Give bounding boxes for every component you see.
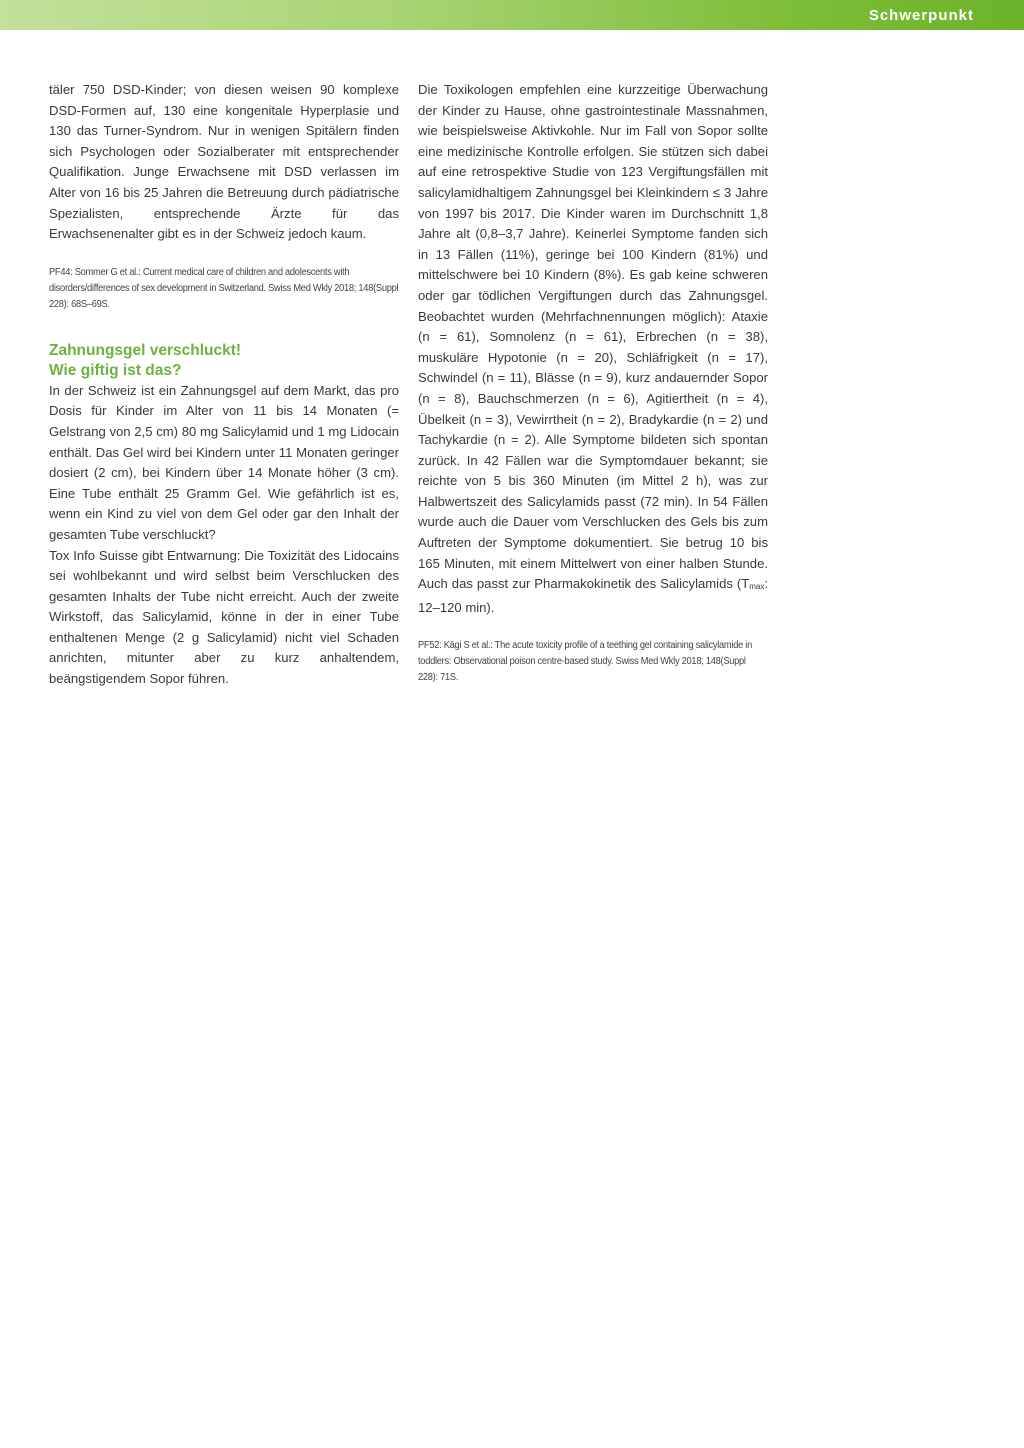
right-column (418, 80, 768, 686)
heading-line: Zahnungsgel verschluckt! (49, 341, 242, 359)
left-column (49, 80, 399, 690)
header-bar (0, 0, 1024, 30)
reference-note: PF52: Kägi S et al.: The acute toxicity profile of a teething gel containing salicylamide in toddlers: Observational poison centre-based study. Swiss Med Wkly 2018; 148(Suppl 228): 71S. (418, 640, 752, 684)
paragraph-text: Die Toxikologen empfehlen eine kurzzeitige Überwachung der Kinder zu Hause, ohne gastrointestinale Massnahmen, wie beispielsweise Aktivkohle. Nur im Fall von Sopor sollte eine medizinische Kontrolle erfolgen. Sie stützen sich dabei auf eine retrospektive Studie von 123 Vergiftungsfällen mit salicylamidhaltigem Zahnungsgel bei Kleinkindern ≤ 3 Jahre von 1997 bis 2017. Die Kinder waren im Durchschnitt 1,8 Jahre alt (0,8–3,7 Jahre). Keinerlei Symptome fanden sich in 13 Fällen (11%), geringe bei 100 Kindern (81%) und mittelschwere bei 10 Kindern (8%). Es gab keine schweren oder gar tödlichen Vergiftungen durch das Zahnungsgel. Beobachtet wurden (Mehrfachnennungen möglich): Ataxie (n = 61), Somnolenz (n = 61), Erbrechen (n = 38), muskuläre Hypotonie (n = 20), Schläfrigkeit (n = 17), Schwindel (n = 11), Blässe (n = 9), kurz andauernder Sopor (n = 8), Bauchschmerzen (n = 6), Agitiertheit (n = 4), Übelkeit (n = 3), Vewirrtheit (n = 2), Bradykardie (n = 2) und Tachykardie (n = 2). Alle Symptome bildeten sich spontan zurück. In 42 Fällen war die Symptomdauer bekannt; sie reichte von 5 bis 360 Minuten (im Mittel 2 h), was zur Halbwertszeit des Salicylamids passt (72 min). In 54 Fällen wurde auch die Dauer vom Verschlucken des Gels bis zum Auftreten der Symptome dokumentiert. Sie betrug 10 bis 165 Minuten, mit einem Mittelwert von einer halben Stunde. Auch das passt zur Pharmakokinetik des Salicylamids (T (418, 82, 768, 592)
heading-line: Wie giftig ist das? (49, 361, 182, 379)
subscript-max: max (749, 582, 765, 592)
reference-note: PF44: Sommer G et al.: Current medical care of children and adolescents with disorders/differences of sex development in Switzerland. Swiss Med Wkly 2018; 148(Suppl 228): 68S–69S. (49, 266, 399, 310)
body-paragraph: täler 750 DSD-Kinder; von diesen weisen 90 komplexe DSD-Formen auf, 130 eine kongenitale Hyperplasie und 130 das Turner-Syndrom. Nur in wenigen Spitälern finden sich Psychologen oder Sozialberater mit entsprechender Qualifikation. Junge Erwachsene mit DSD verlassen im Alter von 16 bis 25 Jahren die Betreuung durch pädiatrische Spezialisten, entsprechende Ärzte für das Erwachsenenalter gibt es in der Schweiz jedoch kaum. (49, 82, 399, 242)
body-paragraph (418, 80, 768, 618)
body-paragraph: In der Schweiz ist ein Zahnungsgel auf dem Markt, das pro Dosis für Kinder im Alter von 11 bis 14 Monaten (= Gelstrang von 2,5 cm) 80 mg Salicylamid und 1 mg Lidocain enthält. Das Gel wird bei Kindern unter 11 Monaten geringer dosiert (2 cm), bei Kindern über 14 Monate höher (3 cm). Eine Tube enthält 25 Gramm Gel. Wie gefährlich ist es, wenn ein Kind zu viel von dem Gel oder gar den Inhalt der gesamten Tube verschluckt? (49, 382, 399, 542)
paragraph-tail: : 12–120 min). (418, 576, 768, 615)
section-title: Schwerpunkt (868, 7, 974, 24)
article-heading (49, 341, 399, 381)
body-paragraph: Tox Info Suisse gibt Entwarnung: Die Toxizität des Lidocains sei wohlbekannt und wird selbst beim Verschlucken des gesamten Inhalts der Tube nicht erreicht. Auch der zweite Wirkstoff, das Salicylamid, könne in der in einer Tube enthaltenen Menge (2 g Salicylamid) nicht viel Schaden anrichten, mitunter aber zu kurz anhaltendem, beängstigendem Sopor führen. (49, 547, 399, 687)
